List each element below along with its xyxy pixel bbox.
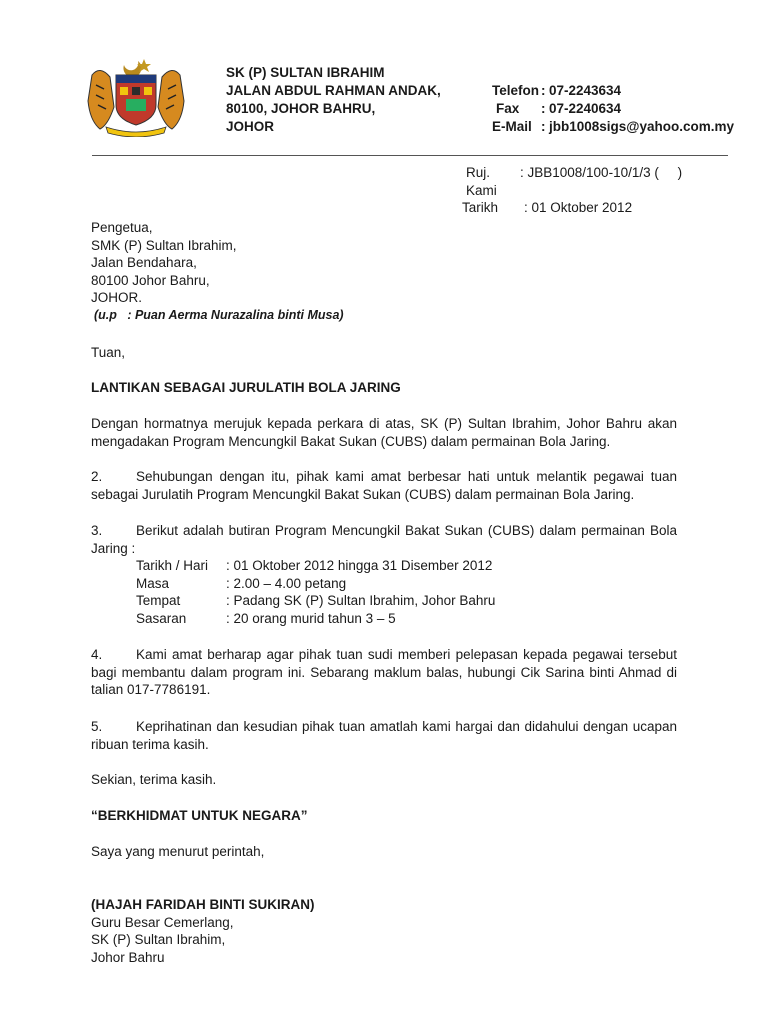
contact-fax: Fax : 07-2240634 bbox=[496, 101, 622, 116]
school-name: SK (P) SULTAN IBRAHIM bbox=[226, 65, 385, 80]
signer-location: Johor Bahru bbox=[91, 949, 165, 965]
contact-email: E-Mail : jbb1008sigs@yahoo.com.my bbox=[492, 119, 734, 134]
header-divider bbox=[92, 155, 728, 156]
details-list bbox=[136, 557, 636, 627]
paragraph-4: 4. Kami amat berharap agar pihak tuan sudi memberi pelepasan kepada pegawai tersebut bagi membantu dalam program ini. Sebarang maklum balas, hubungi Cik Sarina binti Ahmad di talian 017-7786191. bbox=[91, 647, 677, 697]
detail-row: Sasaran : 20 orang murid tahun 3 – 5 bbox=[136, 610, 396, 626]
subject-line: LANTIKAN SEBAGAI JURULATIH BOLA JARING bbox=[91, 380, 401, 395]
closing-order: Saya yang menurut perintah, bbox=[91, 844, 265, 859]
paragraph-2: 2. Sehubungan dengan itu, pihak kami amat berbesar hati untuk melantik pegawai tuan sebagai Jurulatih Program Mencungkil Bakat Sukan (CUBS) dalam permainan Bola Jaring. bbox=[91, 469, 677, 502]
detail-row: Tempat : Padang SK (P) Sultan Ibrahim, Johor Bahru bbox=[136, 593, 496, 608]
address-line: JOHOR bbox=[226, 119, 275, 134]
date-label: Tarikh bbox=[462, 200, 499, 215]
salutation: Tuan, bbox=[91, 345, 126, 360]
recipient-address: Pengetua, SMK (P) Sultan Ibrahim, Jalan Bendahara, 80100 Johor Bahru, JOHOR. (u.p : Puan Aerma Nurazalina binti Musa) bbox=[91, 219, 491, 324]
contact-block bbox=[492, 82, 742, 136]
address-line: 80100, JOHOR BAHRU, bbox=[226, 101, 376, 116]
motto: “BERKHIDMAT UNTUK NEGARA” bbox=[91, 808, 308, 823]
detail-row: Masa : 2.00 – 4.00 petang bbox=[136, 575, 347, 591]
ref-value: : JBB1008/100-10/1/3 ( ) bbox=[520, 165, 683, 180]
signer-name: (HAJAH FARIDAH BINTI SUKIRAN) bbox=[91, 897, 315, 912]
paragraph-1: Dengan hormatnya merujuk kepada perkara di atas, SK (P) Sultan Ibrahim, Johor Bahru akan mengadakan Program Mencungkil Bakat Sukan (CUBS) dalam permainan Bola Jaring. bbox=[91, 416, 677, 449]
school-address bbox=[226, 64, 476, 136]
address-line: JALAN ABDUL RAHMAN ANDAK, bbox=[226, 83, 441, 98]
signer-school: SK (P) Sultan Ibrahim, bbox=[91, 932, 226, 947]
closing-thanks: Sekian, terima kasih. bbox=[91, 772, 217, 787]
paragraph-5: 5. Keprihatinan dan kesudian pihak tuan amatlah kami hargai dan didahului dengan ucapan ribuan terima kasih. bbox=[91, 719, 677, 752]
signature-block bbox=[91, 896, 491, 966]
paragraph-3: 3. Berikut adalah butiran Program Mencungkil Bakat Sukan (CUBS) dalam permainan Bola Jaring : bbox=[91, 523, 677, 556]
ref-label: Ruj. Kami bbox=[466, 165, 497, 198]
coat-of-arms-icon bbox=[82, 55, 190, 137]
attention-line: (u.p : Puan Aerma Nurazalina binti Musa) bbox=[94, 307, 344, 322]
detail-row: Tarikh / Hari : 01 Oktober 2012 hingga 31 Disember 2012 bbox=[136, 558, 493, 573]
date-value: : 01 Oktober 2012 bbox=[524, 200, 633, 215]
contact-phone: Telefon : 07-2243634 bbox=[492, 83, 622, 98]
signer-title: Guru Besar Cemerlang, bbox=[91, 914, 234, 930]
reference-block bbox=[462, 164, 742, 217]
